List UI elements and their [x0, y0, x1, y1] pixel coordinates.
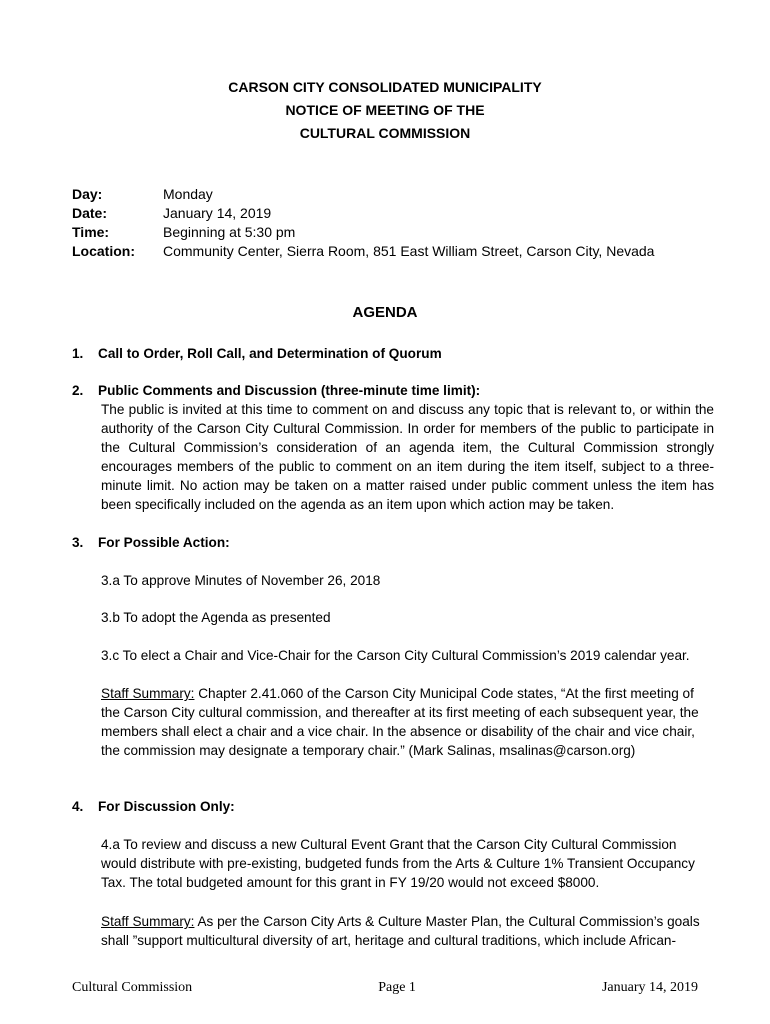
- date-value: January 14, 2019: [163, 205, 272, 221]
- staff-summary-text: Chapter 2.41.060 of the Carson City Municipal Code states, “At the first meeting of the Carson City cultural commission, and thereafter at its first meeting of each subsequent year, the members shall elect a chair and a vice chair. In the absence or disability of the chair and vice chair, the commission may designate a temporary chair.” (Mark Salinas, msalinas@carson.org): [101, 686, 699, 758]
- item-1-title: Call to Order, Roll Call, and Determination of Quorum: [98, 346, 442, 361]
- item-3-number: 3.: [72, 535, 84, 550]
- item-4-number: 4.: [72, 799, 84, 814]
- page-footer: [72, 980, 698, 996]
- staff-summary-label: Staff Summary:: [101, 686, 195, 701]
- time-value: Beginning at 5:30 pm: [163, 224, 296, 240]
- title-line-2: NOTICE OF MEETING OF THE: [285, 102, 485, 118]
- agenda-item-3: [72, 533, 714, 552]
- item-4-title: For Discussion Only:: [98, 799, 235, 814]
- agenda-item-2: [72, 381, 714, 514]
- agenda-heading: AGENDA: [352, 304, 418, 321]
- agenda-item-1: [72, 344, 714, 363]
- staff-summary-text: As per the Carson City Arts & Culture Master Plan, the Cultural Commission’s goals shall ”support multicultural diversity of art, heritage and cultural traditions, which include African-: [101, 914, 700, 948]
- footer-left: Cultural Commission: [72, 980, 193, 995]
- footer-date: January 14, 2019: [601, 980, 698, 995]
- item-2-description: The public is invited at this time to comment on and discuss any topic that is relevant to, or within the authority of the Carson City Cultural Commission. In order for members of the public to participate in the Cultural Commission’s consideration of an agenda item, the Cultural Commission strongly encourages members of the public to comment on an item during the item itself, subject to a three-minute limit. No action may be taken on a matter raised under public comment unless the item has been specifically included on the agenda as an item upon which action may be taken.: [101, 402, 714, 512]
- day-row: [72, 185, 654, 204]
- item-4-staff-summary: [101, 912, 714, 950]
- item-3b: 3.b To adopt the Agenda as presented: [101, 610, 331, 625]
- meeting-details: [72, 185, 654, 261]
- date-row: [72, 204, 654, 223]
- title-line-1: CARSON CITY CONSOLIDATED MUNICIPALITY: [228, 79, 542, 95]
- item-2-title: Public Comments and Discussion (three-minute time limit):: [98, 383, 481, 398]
- agenda-item-4: [72, 797, 714, 816]
- item-3-title: For Possible Action:: [98, 535, 230, 550]
- item-1-number: 1.: [72, 346, 84, 361]
- item-3c: 3.c To elect a Chair and Vice-Chair for the Carson City Cultural Commission’s 2019 calendar year.: [101, 648, 690, 663]
- item-3a: 3.a To approve Minutes of November 26, 2018: [101, 573, 381, 588]
- document-title: [0, 76, 770, 145]
- item-2-number: 2.: [72, 383, 84, 398]
- day-label: Day:: [72, 186, 103, 202]
- time-label: Time:: [72, 224, 110, 240]
- location-value: Community Center, Sierra Room, 851 East William Street, Carson City, Nevada: [163, 243, 655, 259]
- title-line-3: CULTURAL COMMISSION: [299, 125, 471, 141]
- time-row: [72, 223, 654, 242]
- staff-summary-label: Staff Summary:: [101, 914, 195, 929]
- footer-page-number: Page 1: [378, 980, 416, 995]
- item-4a: 4.a To review and discuss a new Cultural Event Grant that the Carson City Cultural Commission would distribute with pre-existing, budgeted funds from the Arts & Culture 1% Transient Occupancy Tax. The total budgeted amount for this grant in FY 19/20 would not exceed $8000.: [101, 837, 695, 890]
- day-value: Monday: [163, 186, 213, 202]
- date-label: Date:: [72, 205, 108, 221]
- item-3-staff-summary: [101, 684, 714, 760]
- location-row: [72, 242, 654, 261]
- location-label: Location:: [72, 243, 135, 259]
